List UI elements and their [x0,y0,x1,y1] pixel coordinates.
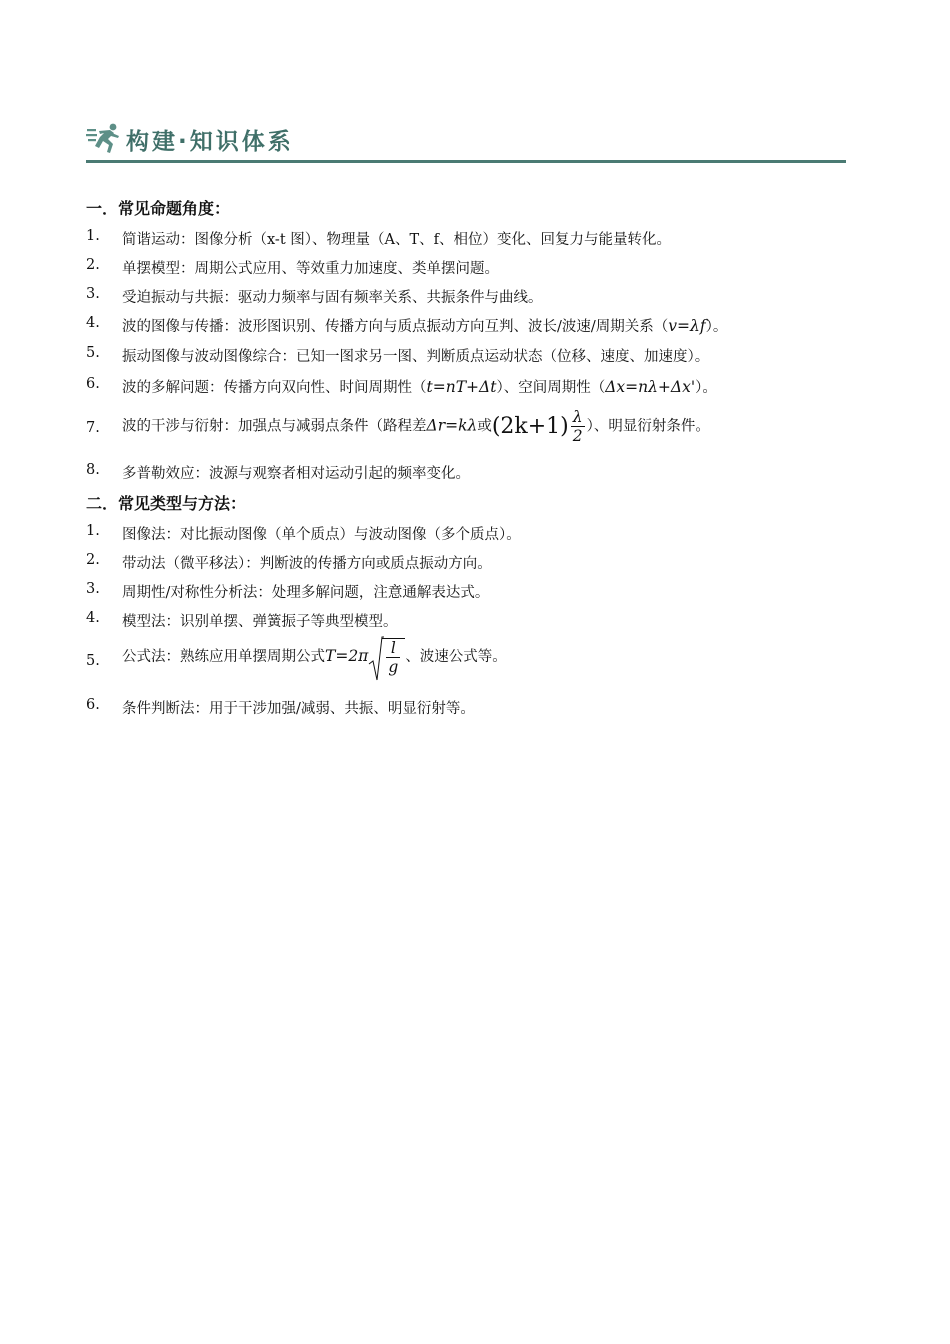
item-number: 1. [86,523,100,539]
formula: v=λf [668,317,706,335]
item-text [122,408,710,445]
item-text: 带动法（微平移法）：判断波的传播方向或质点振动方向。 [122,556,492,572]
item-text: 单摆模型：周期公式应用、等效重力加速度、类单摆问题。 [122,261,499,277]
fraction-numerator: l [390,639,396,657]
text-segment: ）、空间周期性（ [496,380,606,396]
header-title: 构建·知识体系 [126,129,294,155]
item-text: 图像法：对比振动图像（单个质点）与波动图像（多个质点）。 [122,527,521,543]
text-segment: 波的多解问题：传播方向双向性、时间周期性（ [122,380,427,396]
fraction-denominator: 2 [572,427,583,445]
fraction [386,639,400,676]
item-number: 8. [86,462,100,478]
text-segment: 波的干涉与衍射：加强点与减弱点条件（路程差 [122,418,427,435]
item-text: 条件判断法：用于干涉加强/减弱、共振、明显衍射等。 [122,701,475,717]
text-segment: ）、明显衍射条件。 [586,418,710,435]
item-number: 7. [86,420,100,436]
formula: Δx=nλ+Δx' [605,378,696,396]
fraction [571,408,585,445]
formula: (2k+1) [491,414,569,439]
section-heading: 二．常见类型与方法： [86,494,247,513]
running-person-icon [86,122,122,154]
item-text: 模型法：识别单摆、弹簧振子等典型模型。 [122,614,398,630]
item-number: 1. [86,228,100,244]
formula: Δr=kλ [426,416,478,435]
item-number: 2. [86,552,100,568]
radical-sign-icon [368,636,384,682]
item-text [122,315,727,336]
item-number: 5. [86,345,100,361]
item-number: 6. [86,376,100,392]
section-header [86,118,846,164]
item-number: 6. [86,697,100,713]
text-segment: 、波速公式等。 [405,649,507,665]
item-number: 4. [86,315,100,331]
text-segment: 公式法：熟练应用单摆周期公式 [122,649,325,665]
item-text: 周期性/对称性分析法：处理多解问题，注意通解表达式。 [122,585,490,601]
fraction-numerator: λ [572,408,583,426]
formula: t=nT+Δt [426,378,497,396]
item-text: 简谐运动：图像分析（x-t 图）、物理量（A、T、f、相位）变化、回复力与能量转化。 [122,232,672,248]
item-text: 振动图像与波动图像综合：已知一图求另一图、判断质点运动状态（位移、速度、加速度）。 [122,349,710,365]
header-divider [86,160,846,163]
text-segment: ）。 [695,380,717,396]
text-segment: 波的图像与传播：波形图识别、传播方向与质点振动方向互判、波长/波速/周期关系（ [122,319,669,335]
formula: T=2π [325,647,369,665]
item-number: 4. [86,610,100,626]
item-number: 2. [86,257,100,273]
item-text: 受迫振动与共振：驱动力频率与固有频率关系、共振条件与曲线。 [122,290,543,306]
item-text: 多普勒效应：波源与观察者相对运动引起的频率变化。 [122,466,470,482]
item-number: 3. [86,581,100,597]
section-heading: 一．常见命题角度： [86,199,231,218]
item-text [122,638,507,676]
fraction-denominator: g [388,658,399,676]
item-number: 5. [86,653,100,669]
item-number: 3. [86,286,100,302]
square-root [368,638,405,676]
text-segment: 或 [477,418,492,435]
item-text [122,376,717,397]
text-segment: ）。 [705,319,728,335]
